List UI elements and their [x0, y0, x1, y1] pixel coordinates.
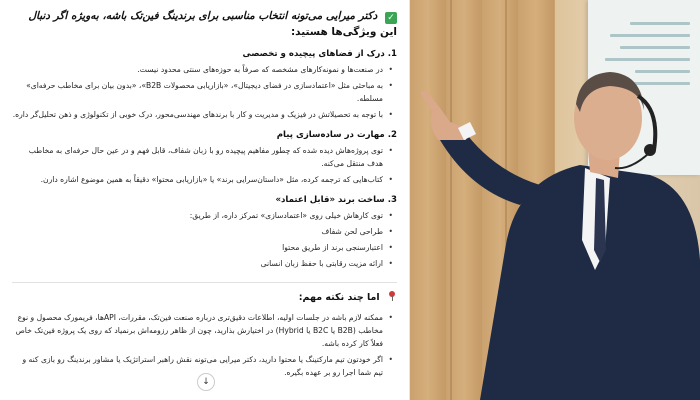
list-item: • توی کارهاش خیلی روی «اعتمادسازی» تمرکز داره، از طریق: [12, 209, 383, 222]
header-line-2: این ویژگی‌ها هستید: [290, 26, 397, 38]
list-item: • ارائه مزیت رقابتی با حفظ زبان انسانی [12, 257, 383, 270]
speaker-photo [410, 0, 700, 400]
check-icon: ✓ [385, 12, 397, 24]
header-line-1: دکتر میرایی می‌تونه انتخاب مناسبی برای برندینگ فین‌تک باشه، به‌ویژه اگر دنبال [28, 10, 378, 22]
speaker-figure [410, 0, 700, 400]
note-title [12, 291, 397, 305]
list-item: • با توجه به تحصیلاتش در فیزیک و مدیریت و کار با برندهای مهندسی‌محور، درک خوبی از تکنولوژی و ذهن تحلیل‌گر داره. [12, 108, 383, 121]
section-1 [12, 48, 397, 121]
section-title: 3. ساخت برند «قابل اعتماد» [275, 195, 397, 205]
section-2 [12, 129, 397, 186]
pin-icon [387, 291, 397, 301]
list-item: • طراحی لحن شفاف [12, 225, 383, 238]
scroll-down-icon[interactable]: ↓ [197, 373, 215, 391]
list-item: • کتاب‌هایی که ترجمه کرده، مثل «داستان‌سرایی برند» یا «بازاریابی محتوا» دقیقاً به همین موضوع اشاره دارن. [12, 173, 383, 186]
list-item: • به مباحثی مثل «اعتمادسازی در فضای دیجیتال»، «بازاریابی محصولات B2B»، «بدون بیان برای مخاطب حرفه‌ای» مسلطه. [12, 79, 383, 105]
section-3 [12, 194, 397, 270]
list-item: • اگر خودتون تیم مارکتینگ یا محتوا دارید، دکتر میرایی می‌تونه نقش راهبر استراتژیک یا مشاور برندینگ رو بازی کنه و تیم شما اجرا رو بر عهده بگیره. [12, 353, 383, 379]
chat-header [12, 8, 397, 40]
section-title: 2. مهارت در ساده‌سازی پیام [276, 130, 397, 140]
divider [12, 282, 397, 283]
list-item: • ممکنه لازم باشه در جلسات اولیه، اطلاعات دقیق‌تری درباره صنعت فین‌تک، مقررات، APIها، فریمورک محصول و نوع مخاطب (B2B یا B2C یا Hybrid) در اختیارش بذارید، چون از ظاهر رزومه‌اش برنمیاد که روی یک پروژه فین‌تک خاص فعلاً کار کرده باشه. [12, 311, 383, 350]
note-title-text: اما چند نکته مهم: [298, 292, 380, 303]
list-item: • اعتبارسنجی برند از طریق محتوا [12, 241, 383, 254]
list-item: • در صنعت‌ها و نمونه‌کارهای مشخصه که صرفاً به حوزه‌های سنتی محدود نیست. [12, 63, 383, 76]
list-item: • توی پروژه‌هاش دیده شده که چطور مفاهیم پیچیده رو با زبان شفاف، قابل فهم و در عین حال حرفه‌ای به مخاطب هدف منتقل می‌کنه. [12, 144, 383, 170]
section-title: 1. درک از فضاهای پیچیده و تخصصی [242, 49, 397, 59]
